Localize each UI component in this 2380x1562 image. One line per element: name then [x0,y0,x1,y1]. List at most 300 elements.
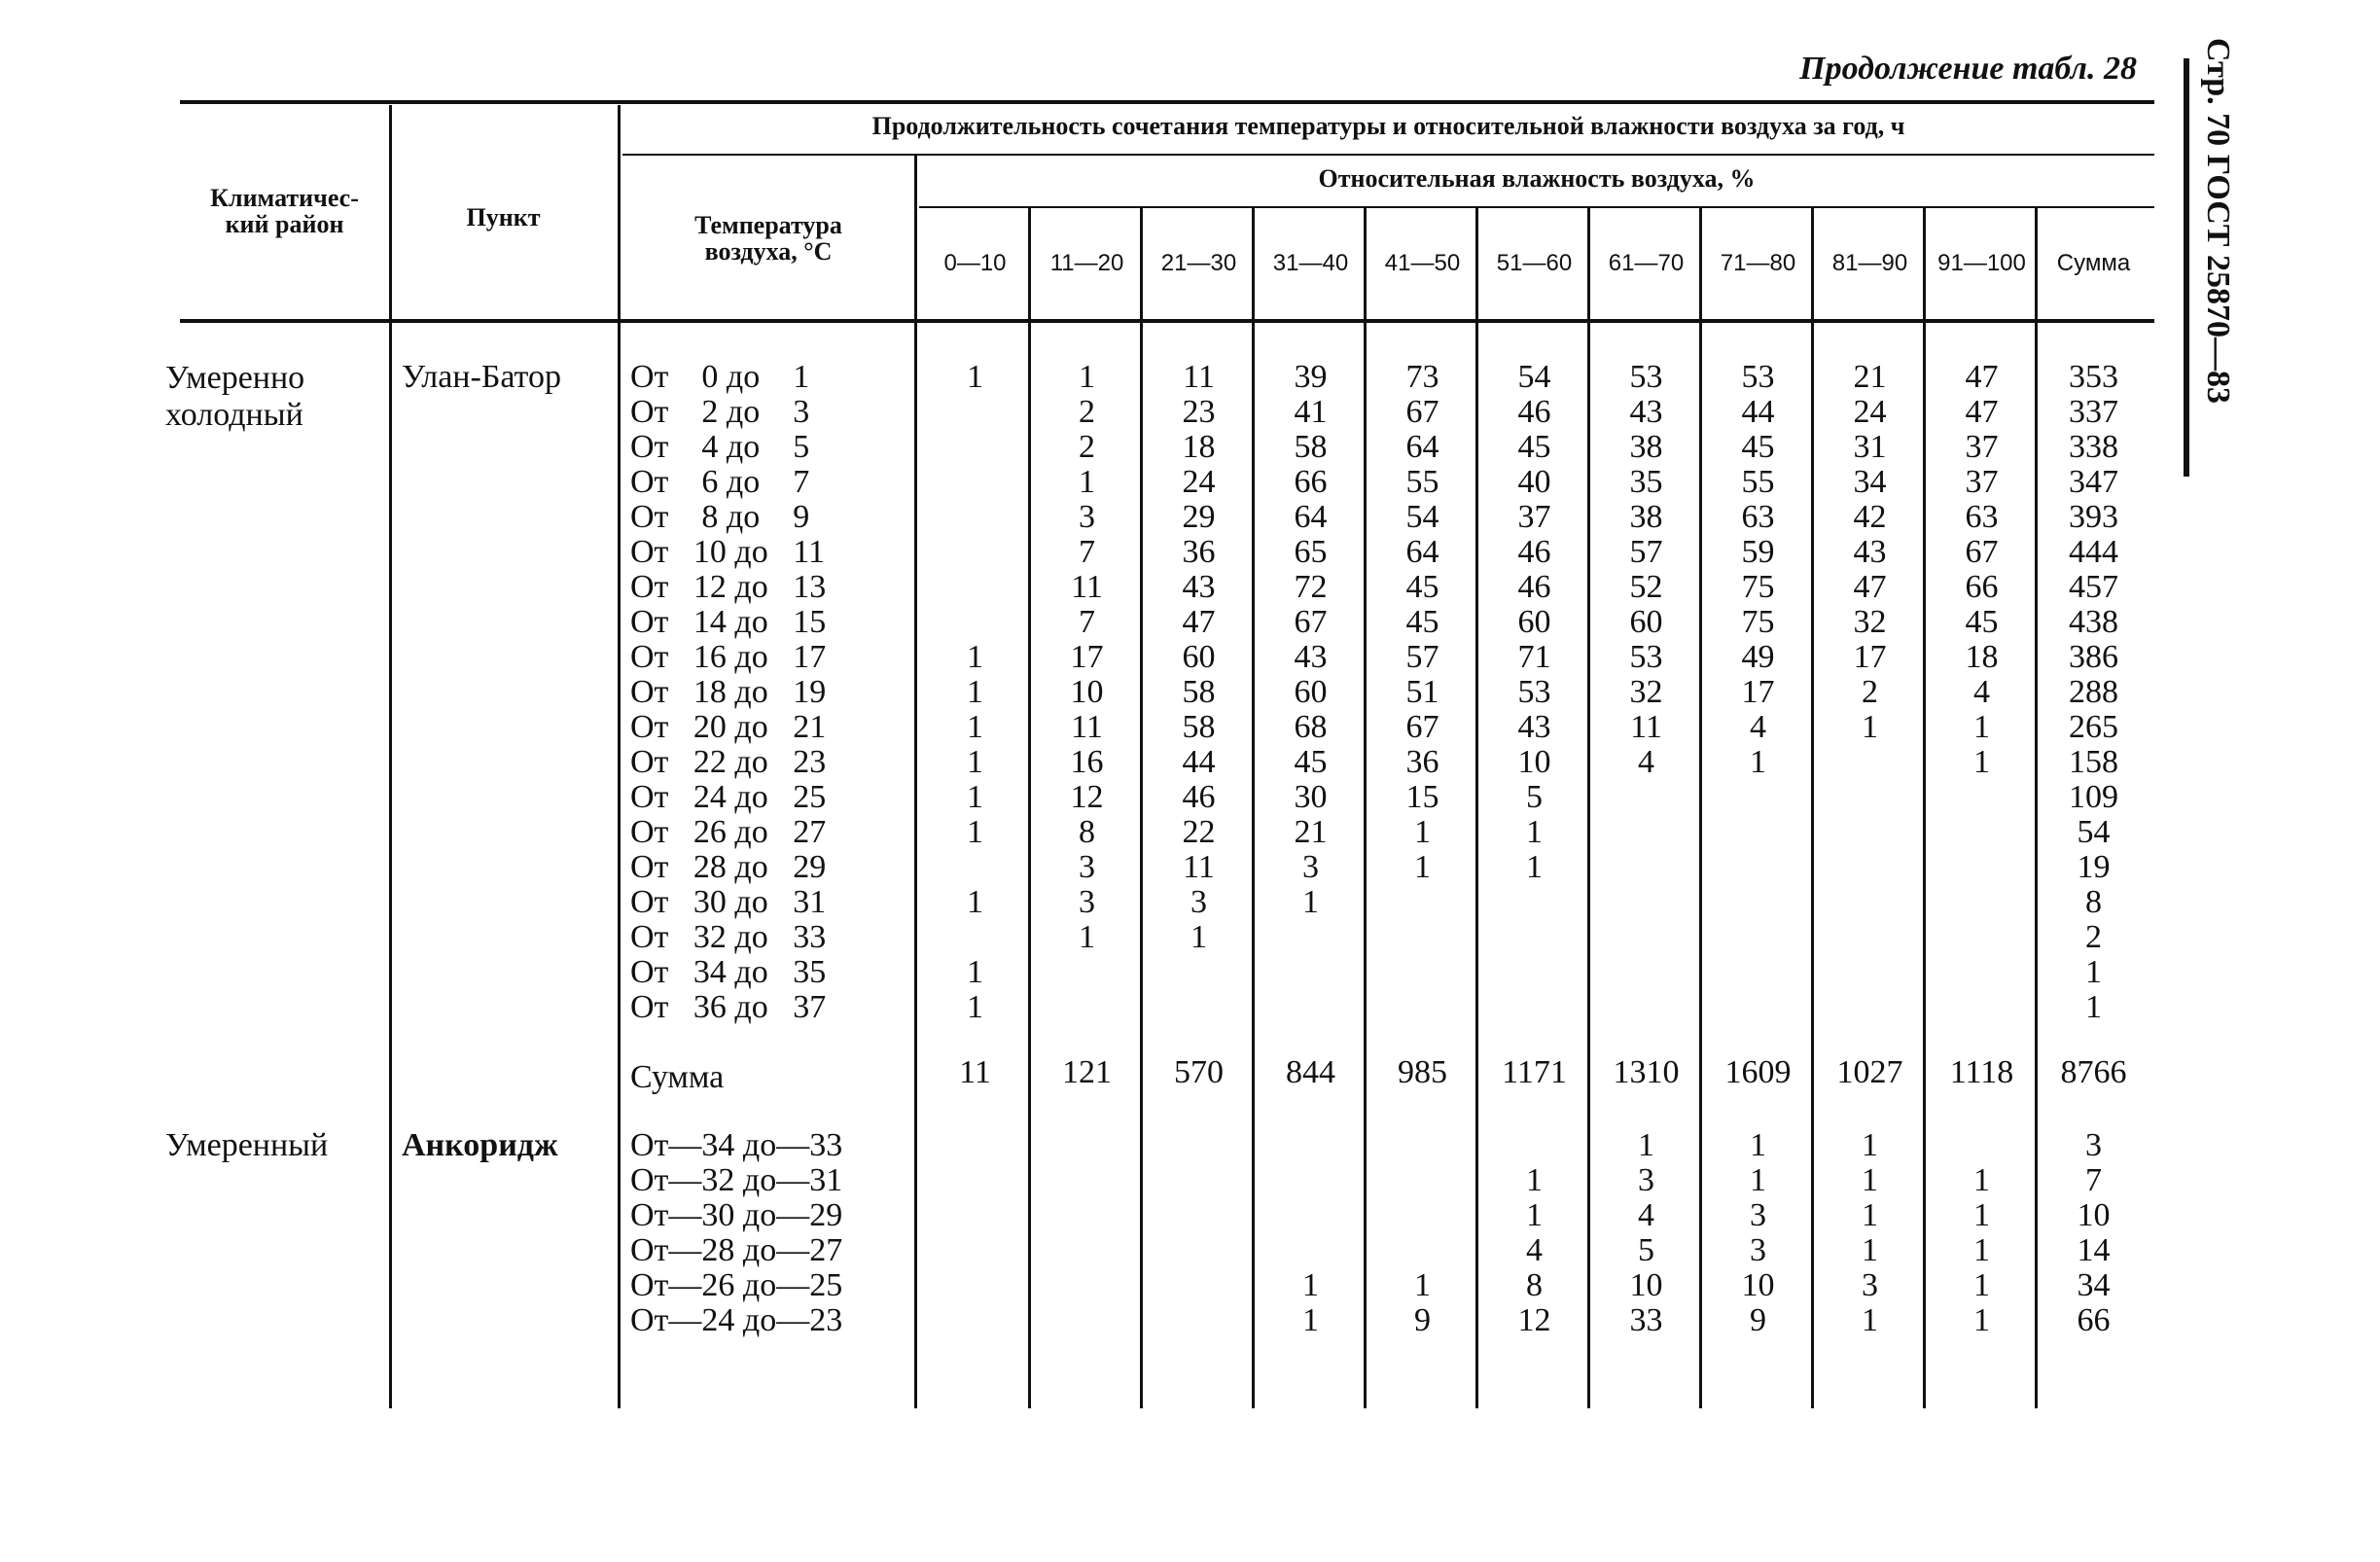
table-cell: 7 [2085,1162,2102,1198]
column-header: 61—70 [1608,250,1685,276]
table-cell [1590,850,1702,885]
table-cell [1702,885,1814,920]
total-cell: 570 [1174,1054,1224,1090]
table-cell: 1 [1079,464,1095,500]
table-cell: 40 [1517,464,1551,500]
table-cell [919,1268,1031,1303]
temperature-range: От 12 до 13 [630,569,827,605]
table-cell: 1 [1302,1267,1319,1303]
table-cell [919,850,1031,885]
value-column [1702,360,1814,1025]
table-cell [1031,1268,1143,1303]
table-cell: 53 [1629,639,1663,675]
table-cell: 1 [967,639,983,675]
table-cell [1814,885,1926,920]
temperature-range: От 20 до 21 [630,709,827,745]
temperature-range: От—34 до—33 [630,1127,843,1163]
table-cell: 29 [1182,499,1216,535]
table-cell: 9 [1414,1302,1431,1338]
value-column [1143,360,1255,1025]
column-header: 81—90 [1831,250,1908,276]
table-cell [1814,745,1926,780]
value-column [1590,360,1702,1025]
table-cell [1590,990,1702,1025]
table-cell: 2 [2085,919,2102,955]
temperature-range: От 24 до 25 [630,779,827,815]
table-cell: 337 [2069,394,2118,430]
temperature-range: От 2 до 3 [630,394,810,430]
table-cell [1814,920,1926,955]
table-cell [1926,1128,2038,1163]
table-cell [1367,1233,1478,1268]
table-cell [1590,955,1702,990]
table-cell [1255,990,1367,1025]
table-cell [1143,1303,1255,1338]
table-cell: 12 [1517,1302,1551,1338]
table-cell [1702,850,1814,885]
table-cell [1255,1198,1367,1233]
header-place: Пункт [466,203,541,231]
district-1: Умеренно холодный [165,360,305,433]
table-cell [1143,1163,1255,1198]
temperature-range: От 26 до 27 [630,814,827,850]
table-cell: 45 [1405,569,1439,605]
total-cell: 11 [959,1054,991,1090]
table-cell: 1 [1190,919,1207,955]
table-cell: 45 [1405,604,1439,640]
table-cell: 66 [1294,464,1328,500]
table-cell: 64 [1405,429,1439,465]
table-cell [1367,1163,1478,1198]
table-cell: 31 [1853,429,1887,465]
table-cell: 11 [1630,709,1662,745]
table-cell: 1 [1862,1127,1878,1163]
table-cell [1255,955,1367,990]
table-cell [1031,1198,1143,1233]
value-column [1031,360,1143,1025]
table-cell: 3 [1750,1232,1766,1268]
table-cell: 3 [1079,884,1095,920]
header-rule-1 [622,154,2154,156]
table-cell [1255,1233,1367,1268]
table-cell: 45 [1294,744,1328,780]
table-cell [1702,815,1814,850]
table-cell: 11 [1183,849,1215,885]
table-cell: 43 [1517,709,1551,745]
table-cell: 63 [1965,499,1999,535]
table-cell: 24 [1853,394,1887,430]
table-cell: 47 [1182,604,1216,640]
temperature-range: От 14 до 15 [630,604,827,640]
table-cell [1367,1128,1478,1163]
table-cell [1814,955,1926,990]
table-cell: 1 [967,744,983,780]
table-cell: 66 [2077,1302,2111,1338]
value-column [1590,1128,1702,1338]
table-cell: 10 [1741,1267,1775,1303]
table-cell: 22 [1182,814,1216,850]
table-cell [1702,780,1814,815]
table-cell: 1 [1414,814,1431,850]
table-cell [1814,850,1926,885]
table-cell: 11 [1183,359,1215,395]
table-cell: 265 [2069,709,2118,745]
table-cell [1478,885,1590,920]
temperature-range: От 32 до 33 [630,919,827,955]
table-cell [1814,990,1926,1025]
table-cell: 32 [1629,674,1663,710]
table-cell [919,605,1031,640]
table-cell: 53 [1741,359,1775,395]
table-cell: 47 [1965,359,1999,395]
temperature-ranges [630,360,826,1025]
table-cell: 67 [1294,604,1328,640]
table-cell: 44 [1182,744,1216,780]
table-cell [1255,1163,1367,1198]
table-cell [1926,815,2038,850]
value-column [919,1128,1031,1338]
column-header: 0—10 [943,250,1007,276]
table-cell [1367,990,1478,1025]
table-cell [1590,885,1702,920]
col-rule-district [389,105,392,1408]
total-cell: 121 [1062,1054,1112,1090]
table-cell: 42 [1853,499,1887,535]
table-cell: 5 [1638,1232,1654,1268]
table-cell: 21 [1853,359,1887,395]
table-cell: 3 [1638,1162,1654,1198]
table-cell: 19 [2077,849,2111,885]
table-cell [1031,1303,1143,1338]
temperature-range: От 4 до 5 [630,429,810,465]
table-cell: 54 [1517,359,1551,395]
table-cell: 7 [1079,604,1095,640]
table-cell: 64 [1294,499,1328,535]
top-rule [180,100,2154,104]
table-cell: 45 [1517,429,1551,465]
table-cell [919,920,1031,955]
temperature-range: От 18 до 19 [630,674,827,710]
column-header: 91—100 [1937,250,2026,276]
total-cell: 1609 [1724,1054,1792,1090]
table-cell: 1 [1973,709,1990,745]
table-cell: 1 [2085,954,2102,990]
total-cell: 1171 [1502,1054,1567,1090]
table-cell: 3 [1079,849,1095,885]
table-cell: 16 [1070,744,1104,780]
total-cell: 1310 [1613,1054,1680,1090]
table-cell: 47 [1965,394,1999,430]
value-column [1031,1128,1143,1338]
table-cell: 1 [2085,989,2102,1025]
col-rule-place [618,105,621,1408]
table-cell: 4 [1638,744,1654,780]
table-cell: 43 [1629,394,1663,430]
table-cell: 1 [1526,1162,1543,1198]
table-cell: 30 [1294,779,1328,815]
table-cell: 1 [967,674,983,710]
table-cell: 353 [2069,359,2118,395]
table-cell: 60 [1517,604,1551,640]
table-cell: 23 [1182,394,1216,430]
table-cell: 37 [1517,499,1551,535]
table-cell: 55 [1741,464,1775,500]
table-cell [1702,920,1814,955]
table-cell: 18 [1182,429,1216,465]
table-cell: 1 [967,779,983,815]
table-cell: 66 [1965,569,1999,605]
table-cell [1031,1128,1143,1163]
table-cell: 33 [1629,1302,1663,1338]
column-header: 41—50 [1384,250,1461,276]
table-cell: 1 [1414,1267,1431,1303]
table-cell: 1 [1526,814,1543,850]
table-cell: 57 [1405,639,1439,675]
table-cell [1926,885,2038,920]
table-cell: 12 [1070,779,1104,815]
table-cell: 1 [1862,709,1878,745]
table-cell: 54 [1405,499,1439,535]
col-rule-temp [914,156,917,1408]
table-cell [1478,990,1590,1025]
total-cell: 8766 [2060,1054,2127,1090]
temperature-range: От—32 до—31 [630,1162,843,1198]
value-column [1478,1128,1590,1338]
table-cell [1031,1163,1143,1198]
table-cell: 3 [1190,884,1207,920]
temperature-range: От 16 до 17 [630,639,827,675]
table-cell: 32 [1853,604,1887,640]
table-cell [1143,1198,1255,1233]
table-cell [919,1303,1031,1338]
table-cell: 1 [1079,359,1095,395]
column-header: 21—30 [1160,250,1237,276]
table-cell: 2 [1079,429,1095,465]
table-cell: 35 [1629,464,1663,500]
table-cell: 58 [1182,674,1216,710]
table-cell: 3 [1302,849,1319,885]
table-cell [919,500,1031,535]
table-cell: 52 [1629,569,1663,605]
table-cell: 68 [1294,709,1328,745]
table-cell: 1 [967,359,983,395]
table-cell: 43 [1853,534,1887,570]
table-cell: 75 [1741,604,1775,640]
table-cell: 15 [1405,779,1439,815]
table-cell: 2 [1862,674,1878,710]
table-cell [1367,955,1478,990]
place-2: Анкоридж [402,1127,558,1163]
temperature-range: От 22 до 23 [630,744,827,780]
value-column [2038,360,2149,1025]
table-cell: 1 [1973,1232,1990,1268]
table-cell: 38 [1629,499,1663,535]
table-cell: 36 [1405,744,1439,780]
value-column [919,360,1031,1025]
table-cell: 438 [2069,604,2118,640]
table-cell: 393 [2069,499,2118,535]
table-cell [1031,1233,1143,1268]
table-cell: 71 [1517,639,1551,675]
value-column [1367,1128,1478,1338]
table-cell: 4 [1638,1197,1654,1233]
table-cell [1143,1128,1255,1163]
total-cell: 1027 [1836,1054,1903,1090]
table-cell: 46 [1517,569,1551,605]
table-cell: 288 [2069,674,2118,710]
table-cell: 41 [1294,394,1328,430]
table-cell: 2 [1079,394,1095,430]
table-cell: 1 [1862,1302,1878,1338]
table-cell: 73 [1405,359,1439,395]
table-cell: 1 [1973,1302,1990,1338]
table-cell [919,535,1031,570]
table-cell: 4 [1750,709,1766,745]
table-cell: 4 [1973,674,1990,710]
value-column [1814,1128,1926,1338]
table-cell [1814,780,1926,815]
value-column [1255,360,1367,1025]
table-cell: 14 [2077,1232,2111,1268]
column-header: 71—80 [1720,250,1796,276]
temperature-range: От 10 до 11 [630,534,825,570]
table-cell: 1 [1302,884,1319,920]
header-main: Продолжительность сочетания температуры и относительной влажности воздуха за год, ч [871,112,1905,140]
table-cell: 53 [1517,674,1551,710]
table-cell: 17 [1070,639,1104,675]
temperature-range: От—26 до—25 [630,1267,843,1303]
table-cell: 11 [1071,709,1103,745]
table-cell [1367,1198,1478,1233]
table-cell: 3 [1862,1267,1878,1303]
table-caption: Продолжение табл. 28 [1799,51,2137,87]
table-cell [1143,990,1255,1025]
value-column [1143,1128,1255,1338]
table-cell: 338 [2069,429,2118,465]
table-cell [919,1233,1031,1268]
table-cell: 4 [1526,1232,1543,1268]
table-cell: 1 [1750,1162,1766,1198]
table-cell [1590,920,1702,955]
table-cell: 67 [1405,709,1439,745]
table-cell: 46 [1182,779,1216,815]
table-cell [1255,920,1367,955]
table-cell: 49 [1741,639,1775,675]
table-cell: 1 [967,709,983,745]
table-cell [1478,920,1590,955]
header-rule-2 [919,206,2154,208]
table-cell: 1 [1973,1267,1990,1303]
table-cell: 38 [1629,429,1663,465]
table-cell: 67 [1965,534,1999,570]
table-cell: 60 [1629,604,1663,640]
table-cell: 444 [2069,534,2118,570]
temperature-range: От—24 до—23 [630,1302,843,1338]
table-cell: 8 [1526,1267,1543,1303]
table-cell [1478,1128,1590,1163]
table-cell [1926,780,2038,815]
total-label: Сумма [630,1059,725,1095]
table-cell: 37 [1965,464,1999,500]
temperature-range: От 6 до 7 [630,464,810,500]
table-cell [1255,1128,1367,1163]
table-cell [919,430,1031,465]
table-cell [1926,920,2038,955]
side-rule [2184,58,2189,477]
table-cell: 37 [1965,429,1999,465]
temperature-range: От 0 до 1 [630,359,810,395]
table-cell: 10 [1517,744,1551,780]
table-cell: 60 [1294,674,1328,710]
table-cell: 1 [1973,1162,1990,1198]
table-cell: 1 [1973,744,1990,780]
temperature-range: От—30 до—29 [630,1197,843,1233]
temperature-range: От 8 до 9 [630,499,810,535]
table-cell [1143,1268,1255,1303]
table-cell: 21 [1294,814,1328,850]
table-cell [919,1128,1031,1163]
table-cell: 58 [1294,429,1328,465]
table-cell: 63 [1741,499,1775,535]
table-cell: 36 [1182,534,1216,570]
total-cell: 985 [1398,1054,1447,1090]
table-cell: 44 [1741,394,1775,430]
table-cell: 1 [1750,1127,1766,1163]
table-cell: 109 [2069,779,2118,815]
table-cell: 17 [1853,639,1887,675]
table-cell: 46 [1517,534,1551,570]
table-cell: 51 [1405,674,1439,710]
table-cell: 34 [1853,464,1887,500]
temperature-range: От 28 до 29 [630,849,827,885]
table-cell: 3 [2085,1127,2102,1163]
table-cell: 1 [1862,1197,1878,1233]
table-cell [1590,780,1702,815]
table-cell: 7 [1079,534,1095,570]
table-cell [1926,955,2038,990]
table-cell: 9 [1750,1302,1766,1338]
value-column [2038,1128,2149,1338]
table-cell: 8 [1079,814,1095,850]
district-2: Умеренный [165,1127,329,1163]
temperature-range: От—28 до—27 [630,1232,843,1268]
table-cell: 347 [2069,464,2118,500]
table-cell: 1 [1079,919,1095,955]
table-cell: 1 [1862,1162,1878,1198]
table-cell: 10 [1070,674,1104,710]
value-column [1367,360,1478,1025]
value-column [1814,360,1926,1025]
table-cell [1926,850,2038,885]
table-cell: 1 [967,884,983,920]
table-cell: 58 [1182,709,1216,745]
table-cell [1143,955,1255,990]
table-cell: 386 [2069,639,2118,675]
table-cell: 60 [1182,639,1216,675]
table-cell: 5 [1526,779,1543,815]
table-cell [1702,955,1814,990]
column-header: 31—40 [1272,250,1349,276]
table-cell: 75 [1741,569,1775,605]
table-cell: 43 [1294,639,1328,675]
place-1: Улан-Батор [402,359,561,395]
table-cell [1367,920,1478,955]
table-cell: 18 [1965,639,1999,675]
value-column [1478,360,1590,1025]
table-cell: 53 [1629,359,1663,395]
header-humidity: Относительная влажность воздуха, % [1318,164,1756,193]
table-cell: 10 [2077,1197,2111,1233]
